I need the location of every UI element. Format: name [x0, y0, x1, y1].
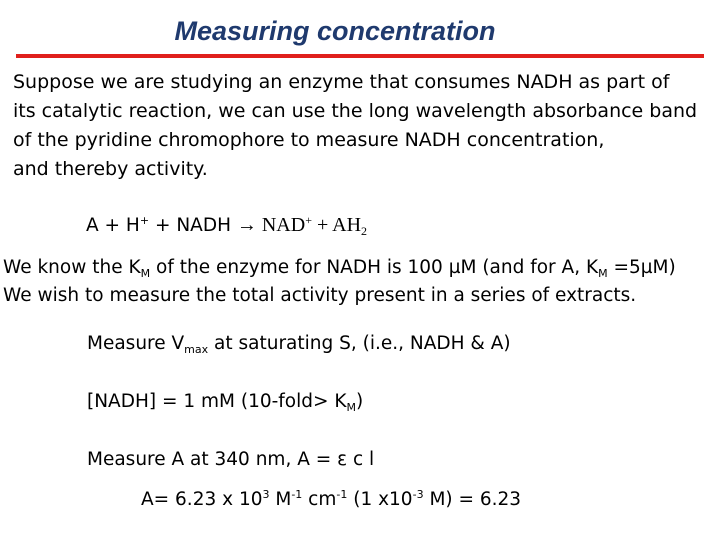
measure-statement: Measure A at 340 nm, A = ε c l	[87, 449, 375, 470]
text: )	[356, 391, 364, 412]
text: M	[269, 489, 292, 510]
reaction-sub: 2	[361, 224, 368, 238]
reaction-text: + NADH	[149, 215, 237, 236]
superscript: -1	[336, 488, 348, 501]
text: Measure V	[87, 333, 185, 354]
wish-statement: We wish to measure the total activity present in a series of extracts.	[3, 285, 637, 306]
subscript: M	[140, 267, 151, 280]
intro-line: of the pyridine chromophore to measure NADH concentration,	[13, 129, 605, 151]
reaction-sup: +	[139, 214, 150, 227]
nadh-statement	[87, 391, 363, 414]
text: (1 x10	[347, 489, 413, 510]
reaction-text: A + H	[86, 215, 140, 236]
reaction-text: + AH	[311, 214, 362, 236]
vmax-statement	[87, 333, 511, 356]
text: =5µM)	[607, 257, 676, 278]
reaction-sup: +	[305, 213, 312, 227]
text: cm	[302, 489, 337, 510]
superscript: -3	[412, 488, 424, 501]
reaction-text: NAD	[256, 214, 306, 236]
reaction-arrow: →	[236, 214, 257, 236]
subscript: M	[598, 267, 608, 280]
km-statement	[3, 257, 676, 280]
slide-title: Measuring concentration	[174, 16, 496, 46]
text: A= 6.23 x 10	[141, 489, 263, 510]
intro-line: its catalytic reaction, we can use the long wavelength absorbance band	[13, 100, 698, 122]
intro-line: and thereby activity.	[13, 158, 208, 180]
absorbance-calculation	[141, 488, 521, 510]
reaction-equation	[86, 213, 367, 239]
text: We know the K	[3, 257, 141, 278]
superscript: -1	[291, 488, 303, 501]
text: [NADH] = 1 mM (10-fold> K	[87, 391, 347, 412]
title-underline	[16, 54, 704, 58]
subscript: max	[184, 343, 209, 356]
text: at saturating S, (i.e., NADH & A)	[208, 333, 511, 354]
intro-line: Suppose we are studying an enzyme that consumes NADH as part of	[13, 71, 670, 93]
intro-paragraph	[13, 68, 713, 184]
text: M) = 6.23	[423, 489, 522, 510]
superscript: 3	[262, 488, 270, 501]
subscript: M	[346, 401, 357, 414]
text: of the enzyme for NADH is 100 µM (and for A, K	[150, 257, 599, 278]
